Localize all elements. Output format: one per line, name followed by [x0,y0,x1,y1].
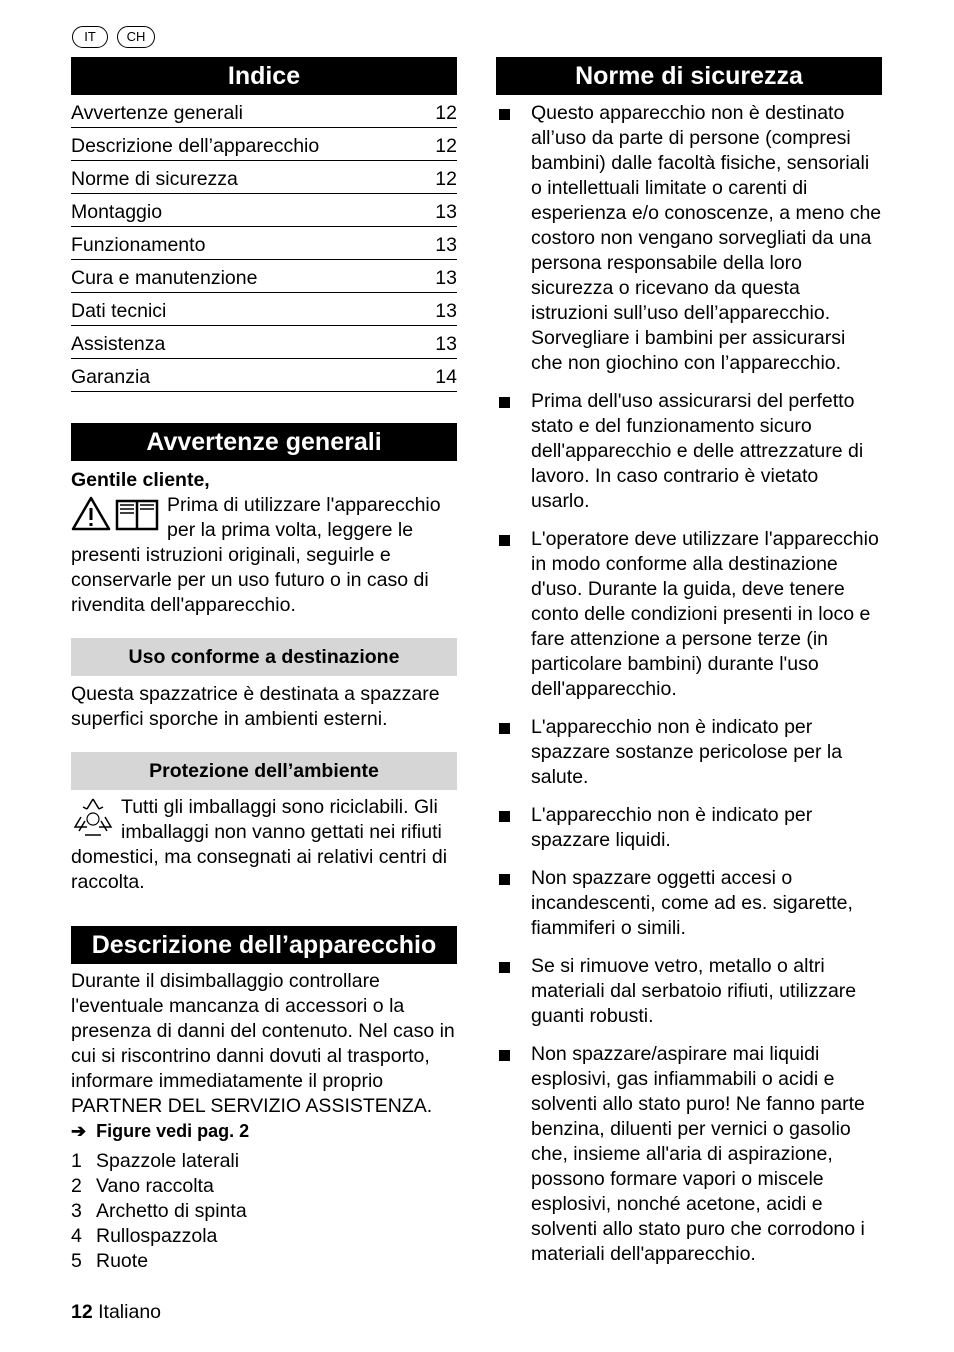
bullet-square-icon [499,874,510,885]
toc-label: Funzionamento [71,234,206,256]
list-item [71,1249,457,1274]
part-label: Spazzole laterali [96,1150,240,1172]
part-number: 4 [71,1225,82,1247]
list-item [71,1224,457,1249]
safety-item [496,527,882,702]
toc-page: 13 [435,234,457,256]
read-manual-icon [71,495,159,538]
description-text: Durante il disimballaggio controllare l'eventuale mancanza di accessori o la presenza di danni del contenuto. Nel caso in cui si riscontrino danni dovuti al trasporto, informare immediatamente il proprio PARTNER DEL SERVIZIO ASSISTENZA. [71,970,455,1117]
toc-page: 13 [435,201,457,223]
safety-item-text: Questo apparecchio non è destinato all’uso da parte di persone (compresi bambini) dalle facoltà fisiche, sensoriali o intellettuali limitate o carenti di esperienza e/o conoscenze, a meno che costoro non vengano sorvegliati da una persona responsabile della loro sicurezza o ricevano da questa istruzioni sull’uso dell’apparecchio. Sorvegliare i bambini per assicurarsi che non giochino con l’apparecchio. [531,102,882,374]
toc-row [71,293,457,326]
safety-item-text: Prima dell'uso assicurarsi del perfetto stato e del funzionamento sicuro dell'apparecchio e delle attrezzature di lavoro. In caso contrario è vietato usarlo. [531,390,864,512]
list-item [71,1174,457,1199]
intro-block [71,493,457,618]
bullet-square-icon [499,1050,510,1061]
part-number: 5 [71,1250,82,1272]
safety-item [496,389,882,514]
intro-text: presenti istruzioni originali, seguirle e conservarle per un uso futuro o in caso di rivendita dell'apparecchio. [71,544,429,616]
bullet-square-icon [499,723,510,734]
toc-label: Assistenza [71,333,166,355]
safety-title: Norme di sicurezza [496,57,882,95]
toc-row [71,227,457,260]
use-text: Questa spazzatrice è destinata a spazzare superfici sporche in ambienti esterni. [71,683,440,730]
safety-item-text: L'apparecchio non è indicato per spazzare liquidi. [531,804,813,851]
toc-page: 12 [435,135,457,157]
toc-row [71,260,457,293]
part-number: 3 [71,1200,82,1222]
safety-item [496,715,882,790]
toc-row [71,95,457,128]
safety-item-text: L'apparecchio non è indicato per spazzare sostanze pericolose per la salute. [531,716,843,788]
right-column [496,57,882,1280]
toc-row [71,326,457,359]
toc-row [71,194,457,227]
safety-item [496,803,882,853]
safety-item [496,1042,882,1267]
bullet-square-icon [499,811,510,822]
part-label: Ruote [96,1250,149,1272]
part-label: Archetto di spinta [96,1200,247,1222]
language-badge-it: IT [72,26,108,48]
part-number: 2 [71,1175,82,1197]
salutation: Gentile cliente, [71,469,210,491]
index-title: Indice [71,57,457,95]
table-of-contents [71,95,457,392]
parts-list [71,1149,457,1274]
figure-ref: ➔ Figure vedi pag. 2 [71,1121,250,1141]
arrow-right-icon: ➔ [71,1121,87,1141]
toc-page: 12 [435,168,457,190]
bullet-square-icon [499,962,510,973]
page-footer [71,1301,161,1324]
environment-title: Protezione dell’ambiente [71,752,457,790]
environment-block [71,795,457,895]
page-number: 12 [71,1301,93,1323]
toc-page: 12 [435,102,457,124]
language-badge-ch: CH [117,26,155,48]
list-item [71,1149,457,1174]
part-label: Rullospazzola [96,1225,218,1247]
toc-label: Dati tecnici [71,300,167,322]
toc-label: Avvertenze generali [71,102,243,124]
safety-item-text: Se si rimuove vetro, metallo o altri materiali dal serbatoio rifiuti, utilizzare guanti robusti. [531,955,857,1027]
safety-item [496,866,882,941]
environment-text: Tutti gli imballaggi sono riciclabili. Gli imballaggi non vanno gettati nei rifiuti domestici, ma consegnati ai relativi centri di raccolta. [71,796,448,893]
toc-label: Garanzia [71,366,151,388]
safety-item [496,954,882,1029]
safety-item-text: L'operatore deve utilizzare l'apparecchio in modo conforme alla destinazione d'uso. Durante la guida, deve tenere conto delle condizioni presenti in loco e fare attenzione a persone terze (in particolare bambini) durante l'uso dell'apparecchio. [531,528,879,700]
part-number: 1 [71,1150,82,1172]
bullet-square-icon [499,535,510,546]
toc-row [71,359,457,392]
intro-line-2: per la prima volta, leggere le [167,519,414,541]
toc-label: Descrizione dell’apparecchio [71,135,320,157]
safety-item [496,101,882,376]
safety-item-text: Non spazzare/aspirare mai liquidi esplosivi, gas infiammabili o acidi e solventi allo stato puro! Ne fanno parte benzina, diluenti per vernici o gasolio che, insieme all'aria di aspirazione, possono formare vapori o miscele esplosivi, nonché acetone, acidi e solventi allo stato puro che corrodono i materiali dell'apparecchio. [531,1043,865,1265]
toc-page: 13 [435,333,457,355]
use-title: Uso conforme a destinazione [71,638,457,676]
left-column [71,57,457,1274]
bullet-square-icon [499,109,510,120]
toc-page: 13 [435,300,457,322]
toc-page: 14 [435,366,457,388]
toc-row [71,128,457,161]
description-title: Descrizione dell’apparecchio [71,926,457,964]
footer-language: Italiano [98,1301,162,1323]
part-label: Vano raccolta [96,1175,214,1197]
toc-page: 13 [435,267,457,289]
general-title: Avvertenze generali [71,423,457,461]
recycling-icon [71,795,115,844]
safety-list [496,101,882,1267]
bullet-square-icon [499,397,510,408]
intro-line-1: Prima di utilizzare l'apparecchio [167,494,441,516]
safety-item-text: Non spazzare oggetti accesi o incandescenti, come ad es. sigarette, fiammiferi o simili. [531,867,853,939]
toc-label: Montaggio [71,201,163,223]
list-item [71,1199,457,1224]
toc-label: Cura e manutenzione [71,267,258,289]
toc-label: Norme di sicurezza [71,168,238,190]
toc-row [71,161,457,194]
